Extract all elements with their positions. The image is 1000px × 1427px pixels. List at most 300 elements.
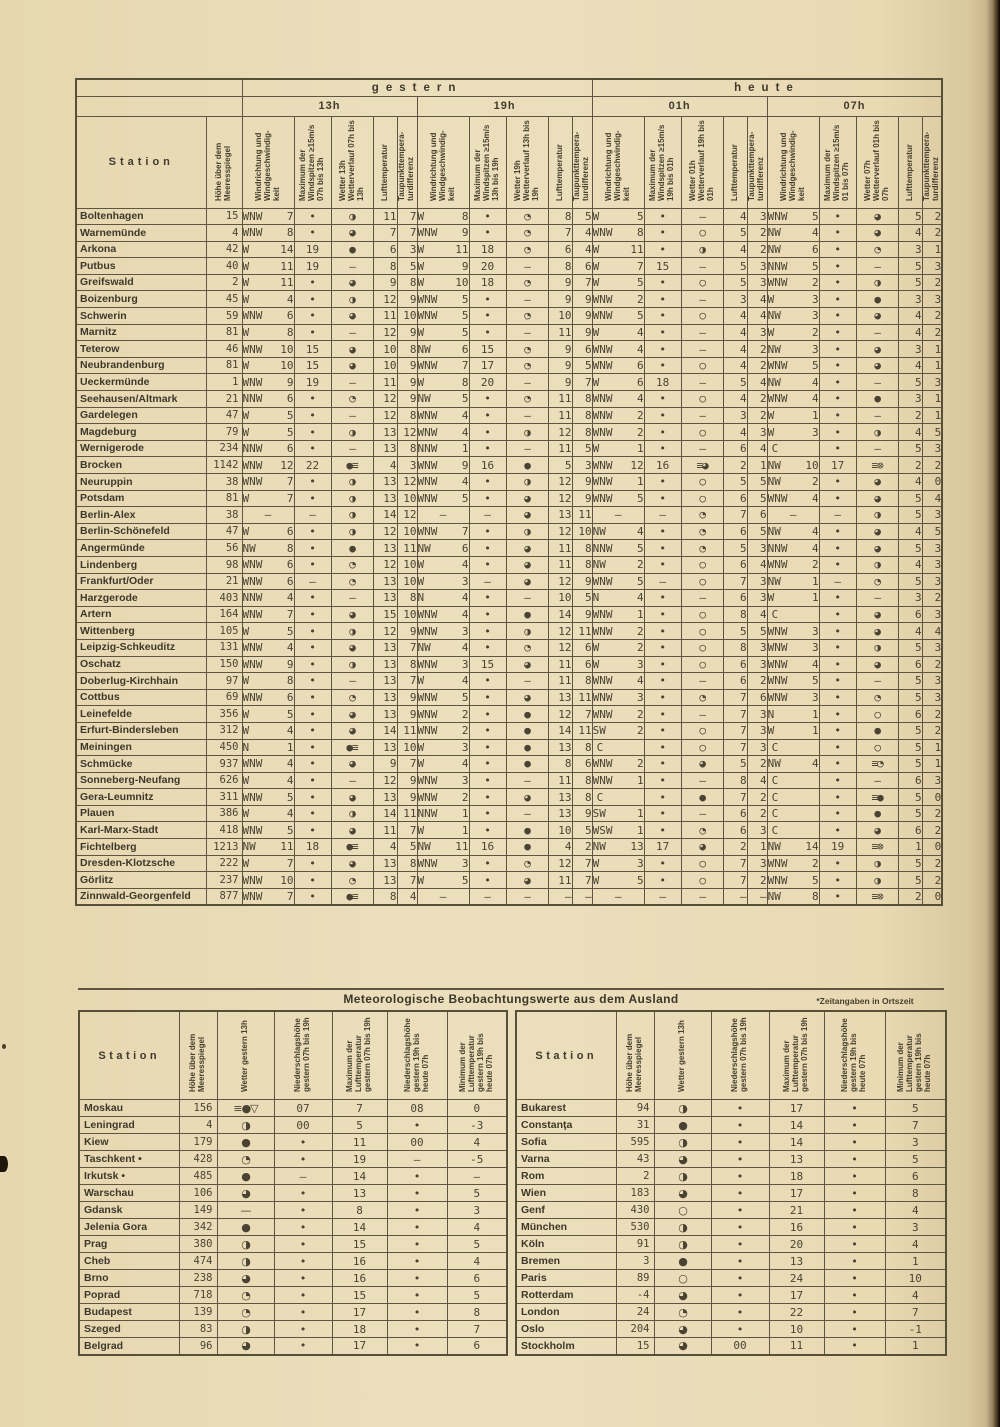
station-name: Poprad (79, 1287, 179, 1304)
page-edge-shadow (986, 0, 1000, 1427)
weather-symbol-cell: ○ (681, 722, 723, 739)
station-row (76, 407, 942, 424)
foreign-weather-table-left (78, 1010, 508, 1356)
wind-speed: 4 (812, 226, 819, 240)
weather-symbol-cell: ● (856, 391, 898, 408)
station-row (76, 606, 942, 623)
column-header-label: Taupunkttempera- turdifferenz (397, 131, 415, 201)
station-elevation: 56 (206, 540, 242, 557)
wind-direction: NW (592, 840, 606, 854)
wind-speed: 3 (812, 641, 819, 655)
station-elevation: 139 (179, 1304, 217, 1321)
dewpoint-difference-cell: 5 (572, 440, 592, 457)
wind-direction: NNW (767, 259, 788, 273)
wind-cell (592, 573, 644, 590)
station-elevation: 31 (616, 1117, 654, 1134)
max-temperature-cell: 15 (332, 1236, 387, 1253)
air-temperature-cell: 13 (548, 789, 572, 806)
wind-speed: 5 (812, 259, 819, 273)
weather-symbol-cell: ●≡ (331, 457, 373, 474)
weather-symbol-cell: ◔ (681, 507, 723, 524)
air-temperature-cell: 8 (723, 606, 747, 623)
max-gust-cell: • (644, 872, 681, 889)
max-gust-cell: 18 (644, 374, 681, 391)
max-gust-cell: 19 (294, 374, 331, 391)
wind-cell (242, 523, 294, 540)
weather-symbol-cell: — (856, 590, 898, 607)
wind-direction: W (417, 823, 425, 837)
wind-direction: NW (417, 641, 431, 655)
station-column-header: Station (76, 116, 206, 208)
station-name: Brno (79, 1270, 179, 1287)
column-header-07h-3 (898, 116, 922, 208)
weather-symbol-cell: ◕ (856, 656, 898, 673)
wind-direction: NW (767, 574, 781, 588)
wind-speed: 3 (637, 691, 644, 705)
station-name: Jelenia Gora (79, 1219, 179, 1236)
wind-direction: WNW (592, 425, 613, 439)
station-name: Warschau (79, 1185, 179, 1202)
wind-cell (767, 241, 819, 258)
precipitation-night-cell: • (824, 1219, 885, 1236)
column-header-6 (885, 1011, 946, 1100)
wind-speed: 3 (812, 309, 819, 323)
wind-direction: NNW (242, 442, 263, 456)
station-row (76, 291, 942, 308)
wind-cell (592, 606, 644, 623)
wind-cell (417, 772, 469, 789)
weather-symbol-cell: ○ (681, 855, 723, 872)
weather-symbol-cell: ◑ (856, 507, 898, 524)
weather-symbol-cell: ◕ (506, 789, 548, 806)
column-header-label: Niederschlagshöhe gestern 19h bis heute 07h (402, 1018, 430, 1092)
wind-cell (592, 590, 644, 607)
dewpoint-difference-cell: 9 (397, 706, 417, 723)
max-gust-cell: • (469, 556, 506, 573)
wind-direction: NW (767, 458, 781, 472)
precipitation-day-cell: • (274, 1304, 332, 1321)
wind-cell (417, 673, 469, 690)
air-temperature-cell: 11 (373, 374, 397, 391)
wind-cell (417, 623, 469, 640)
weather-symbol-cell: ● (217, 1219, 274, 1236)
wind-direction: WNW (592, 691, 613, 705)
weather-symbol-cell: ◔ (681, 689, 723, 706)
dewpoint-difference-cell: 2 (747, 673, 767, 690)
max-gust-cell: 19 (819, 839, 856, 856)
weather-symbol-cell: ◔ (654, 1304, 711, 1321)
max-gust-cell: • (819, 739, 856, 756)
air-temperature-cell: 6 (898, 606, 922, 623)
air-temperature-cell: 7 (723, 739, 747, 756)
max-temperature-cell: 14 (769, 1134, 824, 1151)
wind-cell (417, 474, 469, 491)
weather-symbol-cell: — (506, 324, 548, 341)
station-name: Potsdam (76, 490, 206, 507)
dewpoint-difference-cell: 3 (747, 258, 767, 275)
foreign-section-title: Meteorologische Beobachtungswerte aus dem Ausland (343, 992, 679, 1006)
precipitation-night-cell: • (824, 1321, 885, 1338)
air-temperature-cell: 3 (898, 391, 922, 408)
wind-direction: W (242, 425, 250, 439)
wind-cell (592, 457, 644, 474)
dewpoint-difference-cell: 7 (572, 855, 592, 872)
station-elevation: 2 (616, 1168, 654, 1185)
dewpoint-difference-cell: 8 (397, 590, 417, 607)
wind-direction: WNW (592, 707, 613, 721)
dewpoint-difference-cell: 5 (747, 474, 767, 491)
wind-direction: WNW (417, 790, 438, 804)
dewpoint-difference-cell: 3 (747, 739, 767, 756)
weather-symbol-cell: ◑ (856, 639, 898, 656)
wind-cell (242, 291, 294, 308)
max-gust-cell: • (644, 391, 681, 408)
max-gust-cell: • (469, 872, 506, 889)
wind-direction: WNW (767, 624, 788, 638)
dewpoint-difference-cell: 3 (572, 457, 592, 474)
dewpoint-difference-cell: 6 (572, 258, 592, 275)
weather-symbol-cell: ◑ (331, 424, 373, 441)
wind-cell (242, 673, 294, 690)
wind-direction: N (417, 591, 425, 605)
wind-cell: — (592, 507, 644, 524)
max-gust-cell: • (294, 291, 331, 308)
station-elevation: 1142 (206, 457, 242, 474)
max-gust-cell: • (644, 474, 681, 491)
dewpoint-difference-cell: 9 (572, 573, 592, 590)
wind-cell: — (767, 507, 819, 524)
station-row (76, 706, 942, 723)
wind-cell (242, 258, 294, 275)
wind-direction: W (767, 325, 775, 339)
wind-direction: WNW (242, 209, 263, 223)
dewpoint-difference-cell: 7 (572, 706, 592, 723)
wind-direction: W (592, 641, 600, 655)
air-temperature-cell: 9 (548, 357, 572, 374)
weather-symbol-cell: ◔ (331, 872, 373, 889)
weather-symbol-cell: ○ (681, 606, 723, 623)
station-row (79, 1168, 507, 1185)
max-gust-cell: • (644, 407, 681, 424)
wind-speed: 7 (286, 856, 294, 870)
max-gust-cell: • (819, 241, 856, 258)
max-gust-cell: • (469, 739, 506, 756)
max-gust-cell: • (469, 424, 506, 441)
wind-direction: W (592, 276, 600, 290)
weather-symbol-cell: ○ (681, 274, 723, 291)
max-gust-cell: • (644, 208, 681, 225)
wind-cell (242, 855, 294, 872)
weather-symbol-cell: ○ (681, 490, 723, 507)
weather-symbol-cell: ●≡ (331, 888, 373, 905)
wind-speed: 5 (637, 574, 644, 588)
air-temperature-cell: 9 (548, 374, 572, 391)
air-temperature-cell: 12 (548, 424, 572, 441)
station-name: Rotterdam (516, 1287, 616, 1304)
air-temperature-cell: 13 (548, 739, 572, 756)
weather-symbol-cell: ◑ (856, 872, 898, 889)
air-temperature-cell: 7 (548, 225, 572, 242)
precipitation-night-cell: • (824, 1134, 885, 1151)
weather-symbol-cell: ◑ (331, 523, 373, 540)
column-header-01h-4 (747, 116, 767, 208)
air-temperature-cell: 5 (898, 507, 922, 524)
column-header-3 (711, 1011, 769, 1100)
column-header-3 (274, 1011, 332, 1100)
air-temperature-cell: 3 (898, 341, 922, 358)
air-temperature-cell: 6 (723, 523, 747, 540)
air-temperature-cell: 12 (373, 291, 397, 308)
weather-symbol-cell: — (506, 888, 548, 905)
weather-symbol-cell: ●≡ (331, 839, 373, 856)
weather-symbol-cell: ◕ (681, 756, 723, 773)
dewpoint-difference-cell: 0 (922, 789, 942, 806)
weather-symbol-cell: — (506, 440, 548, 457)
heute-header: heute (592, 79, 942, 96)
air-temperature-cell: 4 (898, 225, 922, 242)
max-gust-cell: • (469, 391, 506, 408)
wind-direction: NW (767, 889, 781, 903)
wind-direction: WNW (417, 408, 438, 422)
air-temperature-cell: 13 (373, 540, 397, 557)
wind-direction: W (767, 292, 775, 306)
air-temperature-cell: 9 (548, 291, 572, 308)
max-gust-cell: • (469, 208, 506, 225)
precipitation-night-cell: • (824, 1236, 885, 1253)
dewpoint-difference-cell: 2 (922, 308, 942, 325)
max-gust-cell: • (644, 274, 681, 291)
station-row (516, 1117, 946, 1134)
station-row (516, 1287, 946, 1304)
wind-speed: 2 (461, 790, 469, 804)
wind-direction: WNW (592, 757, 613, 771)
wind-direction: WNW (242, 873, 263, 887)
station-elevation: 43 (616, 1151, 654, 1168)
dewpoint-difference-cell: 4 (922, 623, 942, 640)
dewpoint-difference-cell: 2 (572, 839, 592, 856)
station-row (516, 1236, 946, 1253)
station-row (76, 308, 942, 325)
precipitation-night-cell: • (824, 1151, 885, 1168)
wind-speed: 10 (805, 458, 819, 472)
wind-direction: WNW (242, 342, 263, 356)
column-header-label: Lufttemperatur (904, 143, 914, 201)
dewpoint-difference-cell: 2 (922, 706, 942, 723)
column-header-label: Windrichtung und Windgeschwindig- keit (603, 129, 631, 201)
weather-symbol-cell: — (856, 673, 898, 690)
dewpoint-difference-cell: 9 (397, 772, 417, 789)
max-temperature-cell: 8 (332, 1202, 387, 1219)
precipitation-night-cell: • (387, 1168, 447, 1185)
station-row (76, 540, 942, 557)
max-gust-cell: • (644, 639, 681, 656)
air-temperature-cell: 4 (898, 556, 922, 573)
wind-direction: WNW (592, 624, 613, 638)
weather-symbol-cell: ◕ (506, 689, 548, 706)
station-row (79, 1185, 507, 1202)
station-row (516, 1338, 946, 1355)
max-gust-cell: • (819, 623, 856, 640)
station-row (76, 656, 942, 673)
local-time-footnote: *Zeitangaben in Ortszeit (816, 996, 914, 1006)
weather-symbol-cell: ◕ (856, 523, 898, 540)
column-header-13h-2 (331, 116, 373, 208)
dewpoint-difference-cell: 9 (572, 324, 592, 341)
wind-direction: NW (417, 541, 431, 555)
wind-speed: 7 (461, 525, 469, 539)
weather-symbol-cell: ◕ (217, 1338, 274, 1355)
max-gust-cell: • (819, 706, 856, 723)
weather-symbol-cell: ● (331, 540, 373, 557)
column-header-07h-2 (856, 116, 898, 208)
wind-cell (242, 324, 294, 341)
column-header-label: Niederschlagshöhe gestern 19h bis heute 07h (840, 1018, 867, 1092)
wind-speed: 1 (461, 823, 469, 837)
weather-symbol-cell: ◔ (506, 274, 548, 291)
station-row (516, 1304, 946, 1321)
column-header-row (76, 116, 942, 208)
dewpoint-difference-cell: 2 (922, 225, 942, 242)
wind-direction: WNW (592, 608, 613, 622)
weather-symbol-cell: — (331, 440, 373, 457)
air-temperature-cell: 2 (723, 839, 747, 856)
weather-symbol-cell: ◔ (681, 540, 723, 557)
air-temperature-cell: 5 (898, 689, 922, 706)
max-gust-cell: • (469, 225, 506, 242)
scan-artifact (0, 1156, 8, 1172)
wind-cell (592, 855, 644, 872)
wind-cell: — (417, 888, 469, 905)
wind-speed: 1 (461, 807, 469, 821)
column-header-label: Maximum der Windspitzen ≥15m/s 19h bis 01h (648, 124, 676, 201)
dewpoint-difference-cell: 9 (397, 391, 417, 408)
wind-speed: 5 (286, 707, 294, 721)
wind-cell (242, 839, 294, 856)
dewpoint-difference-cell: 1 (747, 457, 767, 474)
wind-cell (767, 673, 819, 690)
station-elevation: 46 (206, 341, 242, 358)
max-gust-cell: • (644, 656, 681, 673)
max-gust-cell: • (644, 756, 681, 773)
dewpoint-difference-cell: 8 (572, 739, 592, 756)
wind-speed: 11 (280, 276, 294, 290)
weather-symbol-cell: — (681, 258, 723, 275)
wind-direction: WNW (592, 773, 613, 787)
wind-cell (767, 274, 819, 291)
dewpoint-difference-cell: 7 (397, 639, 417, 656)
precipitation-night-cell: • (824, 1100, 885, 1117)
dewpoint-difference-cell: 9 (397, 689, 417, 706)
max-gust-cell: • (469, 590, 506, 607)
air-temperature-cell: 4 (373, 839, 397, 856)
wind-cell (242, 374, 294, 391)
wind-cell (417, 789, 469, 806)
wind-direction: WNW (242, 475, 263, 489)
wind-cell (592, 225, 644, 242)
weather-symbol-cell: ◔ (506, 391, 548, 408)
max-gust-cell: • (294, 772, 331, 789)
weather-symbol-cell: ≡◔ (856, 756, 898, 773)
air-temperature-cell: 2 (723, 457, 747, 474)
wind-speed: 1 (637, 823, 644, 837)
air-temperature-cell: 5 (898, 722, 922, 739)
wind-speed: 2 (637, 558, 644, 572)
weather-symbol-cell: ◑ (654, 1134, 711, 1151)
wind-cell (767, 639, 819, 656)
wind-speed: 5 (461, 392, 469, 406)
station-name: Ueckermünde (76, 374, 206, 391)
air-temperature-cell: 11 (548, 440, 572, 457)
min-temperature-cell: 4 (885, 1287, 946, 1304)
wind-speed: 3 (812, 624, 819, 638)
station-elevation: 47 (206, 523, 242, 540)
wind-cell (242, 756, 294, 773)
weather-symbol-cell: ○ (856, 739, 898, 756)
station-name: Leningrad (79, 1117, 179, 1134)
max-temperature-cell: 17 (332, 1338, 387, 1355)
wind-speed: 2 (637, 724, 644, 738)
wind-cell (592, 639, 644, 656)
wind-speed: 4 (812, 392, 819, 406)
max-gust-cell: • (819, 523, 856, 540)
wind-direction: W (242, 242, 250, 256)
wind-speed: 2 (812, 856, 819, 870)
wind-cell (417, 855, 469, 872)
station-row (79, 1117, 507, 1134)
wind-cell: C (592, 739, 644, 756)
station-name: Arkona (76, 241, 206, 258)
wind-direction: W (592, 375, 600, 389)
wind-speed: 4 (461, 475, 469, 489)
station-elevation: 15 (616, 1338, 654, 1355)
wind-cell (767, 855, 819, 872)
max-temperature-cell: 11 (332, 1134, 387, 1151)
weather-symbol-cell: ○ (681, 424, 723, 441)
max-temperature-cell: 14 (332, 1219, 387, 1236)
air-temperature-cell: 11 (548, 407, 572, 424)
station-row (76, 391, 942, 408)
air-temperature-cell: 5 (898, 789, 922, 806)
wind-cell (242, 540, 294, 557)
station-elevation: -4 (616, 1287, 654, 1304)
wind-speed: 4 (461, 757, 469, 771)
wind-cell (242, 606, 294, 623)
wind-direction: WNW (417, 475, 438, 489)
station-row (76, 556, 942, 573)
wind-cell (417, 274, 469, 291)
station-row (79, 1287, 507, 1304)
air-temperature-cell: 7 (723, 689, 747, 706)
wind-cell (592, 407, 644, 424)
precipitation-night-cell: • (824, 1117, 885, 1134)
max-gust-cell: • (294, 523, 331, 540)
wind-cell (417, 208, 469, 225)
wind-speed: 5 (812, 873, 819, 887)
wind-direction: WNW (767, 856, 788, 870)
air-temperature-cell: 13 (548, 805, 572, 822)
column-header-5 (824, 1011, 885, 1100)
wind-direction: NW (767, 525, 781, 539)
air-temperature-cell: 11 (548, 656, 572, 673)
min-temperature-cell: 3 (885, 1134, 946, 1151)
air-temperature-cell: — (723, 888, 747, 905)
weather-symbol-cell: ◕ (331, 225, 373, 242)
precipitation-day-cell: — (274, 1168, 332, 1185)
max-gust-cell: — (294, 573, 331, 590)
air-temperature-cell: 12 (548, 573, 572, 590)
precipitation-night-cell: • (387, 1202, 447, 1219)
wind-speed: 11 (630, 242, 644, 256)
